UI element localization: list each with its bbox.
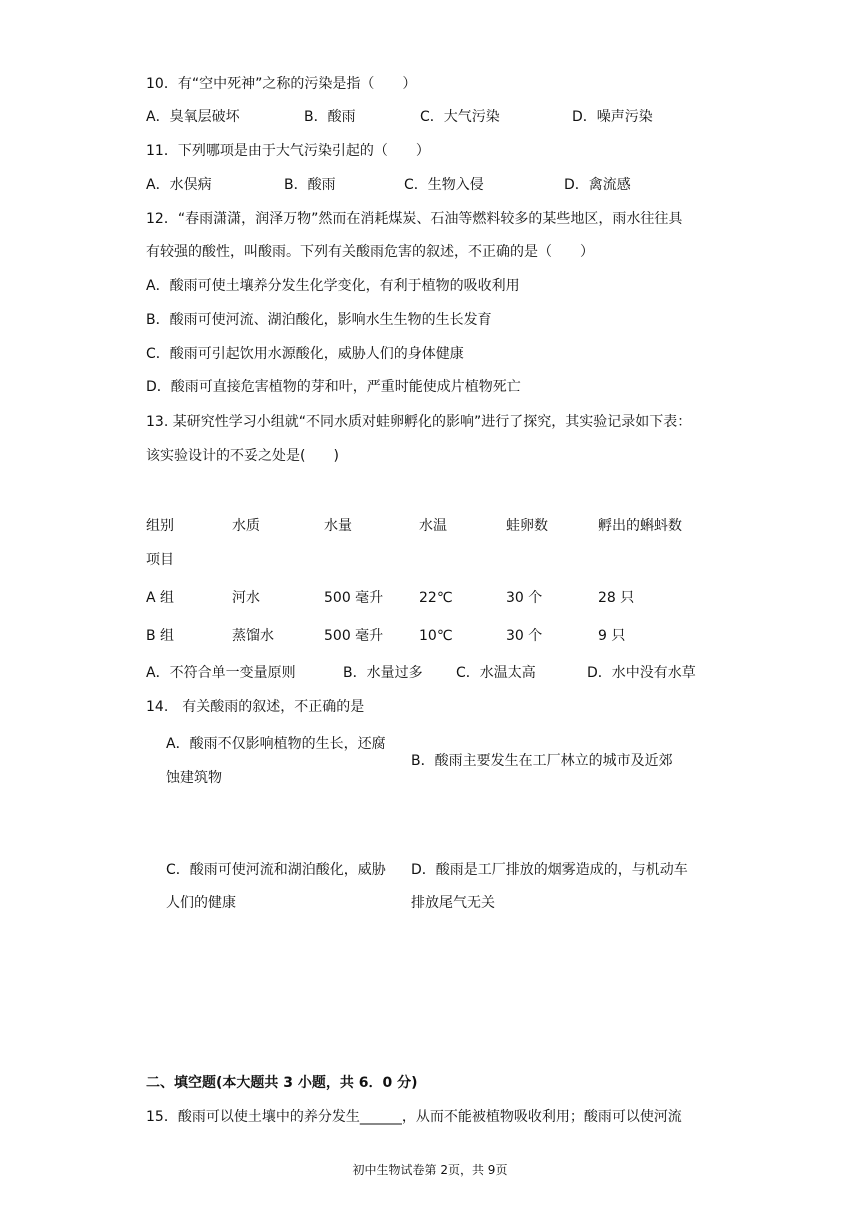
q12-stem-line2: 有较强的酸性，叫酸雨。下列有关酸雨危害的叙述，不正确的是（ ） [146,244,594,260]
table-header-egg-count: 蛙卵数 [506,518,548,534]
q14-option-c-line2: 人们的健康 [166,895,236,911]
q10-option-d: D．噪声污染 [572,109,653,125]
q14-option-a-line1: A．酸雨不仅影响植物的生长，还腐 [166,736,386,752]
q12-option-c: C．酸雨可引起饮用水源酸化，威胁人们的身体健康 [146,346,464,362]
q13-option-d: D．水中没有水草 [587,665,696,681]
table-header-water-volume: 水量 [324,518,352,534]
table-header-item: 项目 [146,552,174,568]
q11-option-a: A．水俣病 [146,177,212,193]
page-footer: 初中生物试卷第 2页，共 9页 [352,1163,508,1177]
table-cell: 22℃ [419,590,453,606]
q14-option-c-line1: C．酸雨可使河流和湖泊酸化，威胁 [166,862,386,878]
q13-option-b: B．水量过多 [343,665,423,681]
table-cell: 10℃ [419,628,453,644]
table-cell: A 组 [146,590,175,606]
q10-option-a: A．臭氧层破坏 [146,109,240,125]
q11-stem: 11．下列哪项是由于大气污染引起的（ ） [146,143,430,159]
table-cell: 30 个 [506,590,543,606]
q12-option-d: D．酸雨可直接危害植物的芽和叶，严重时能使成片植物死亡 [146,379,521,395]
q14-option-d-line2: 排放尾气无关 [411,895,495,911]
q14-option-a-line2: 蚀建筑物 [166,770,222,786]
q12-option-b: B．酸雨可使河流、湖泊酸化，影响水生生物的生长发育 [146,312,492,328]
table-cell: B 组 [146,628,175,644]
table-cell: 蒸馏水 [232,628,274,644]
q14-option-d-line1: D．酸雨是工厂排放的烟雾造成的，与机动车 [411,862,688,878]
table-header-tadpole-count: 孵出的蝌蚪数 [598,518,682,534]
table-cell: 河水 [232,590,260,606]
q10-stem: 10．有“空中死神”之称的污染是指（ ） [146,76,417,92]
table-cell: 30 个 [506,628,543,644]
table-header-water-quality: 水质 [232,518,260,534]
q13-stem-line2: 该实验设计的不妥之处是( ) [146,448,339,464]
q14-option-b-line1: B．酸雨主要发生在工厂林立的城市及近郊 [411,753,673,769]
q11-option-d: D．禽流感 [564,177,631,193]
table-header-water-temp: 水温 [419,518,447,534]
q13-option-a: A．不符合单一变量原则 [146,665,296,681]
q10-option-b: B．酸雨 [304,109,356,125]
q13-option-c: C．水温太高 [456,665,536,681]
q15-stem: 15．酸雨可以使土壤中的养分发生______，从而不能被植物吸收利用；酸雨可以使河流 [146,1109,682,1125]
q12-option-a: A．酸雨可使土壤养分发生化学变化，有利于植物的吸收利用 [146,278,520,294]
q13-stem-line1: 13. 某研究性学习小组就“不同水质对蛙卵孵化的影响”进行了探究，其实验记录如下表： [146,414,692,430]
q14-stem: 14. 有关酸雨的叙述，不正确的是 [146,699,365,715]
table-cell: 500 毫升 [324,628,384,644]
q12-stem-line1: 12．“春雨潇潇，润泽万物”然而在消耗煤炭、石油等燃料较多的某些地区，雨水往往具 [146,211,683,227]
table-cell: 28 只 [598,590,635,606]
q11-option-b: B．酸雨 [284,177,336,193]
section-title-fill-in: 二、填空题(本大题共 3 小题，共 6．0 分) [146,1075,418,1091]
table-header-group: 组别 [146,518,174,534]
table-cell: 9 只 [598,628,626,644]
q11-option-c: C．生物入侵 [404,177,484,193]
table-cell: 500 毫升 [324,590,384,606]
q10-option-c: C．大气污染 [420,109,500,125]
